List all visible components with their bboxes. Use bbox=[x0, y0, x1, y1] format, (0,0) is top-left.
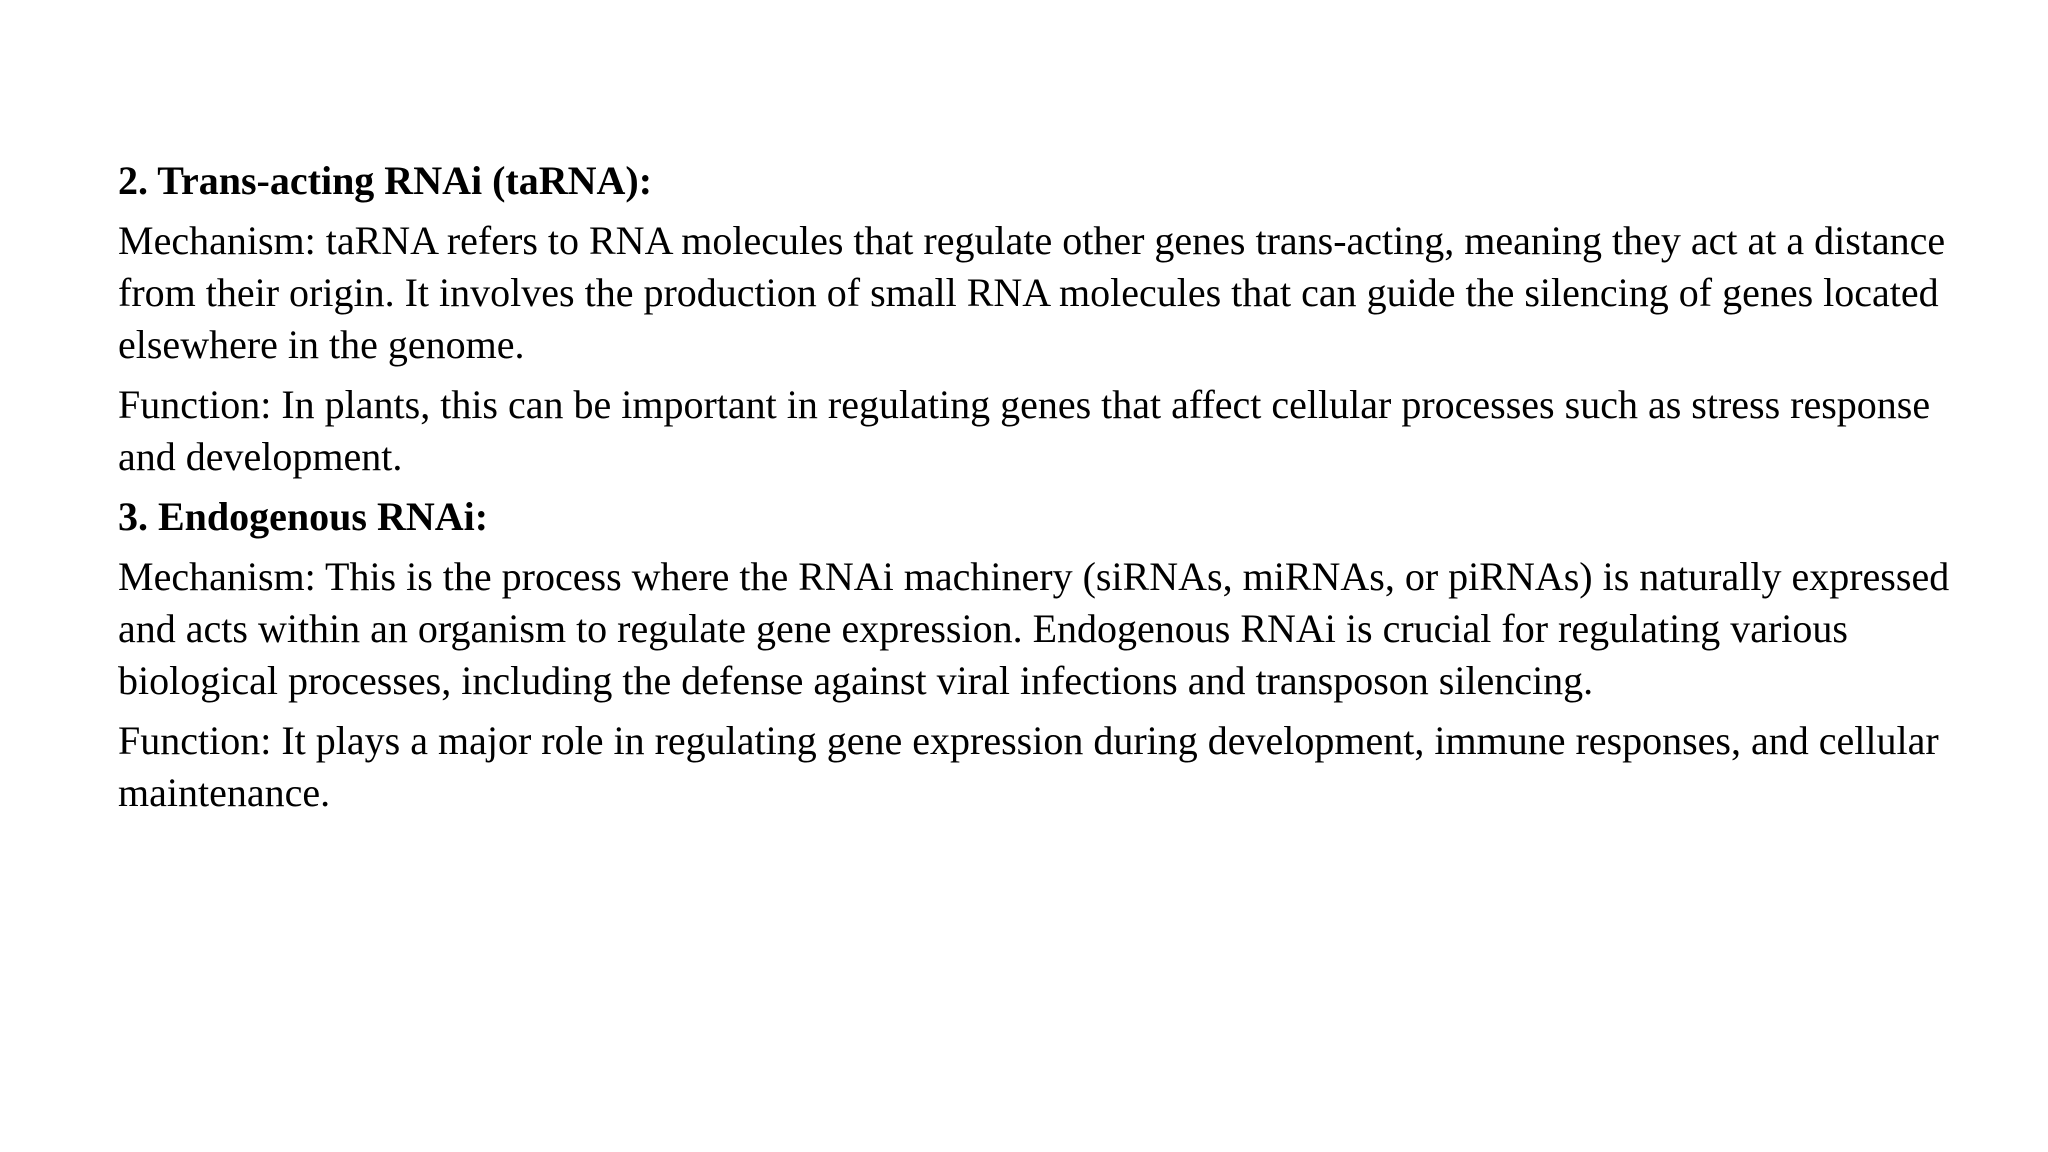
function-paragraph: Function: It plays a major role in regulating gene expression during development, immune responses, and cellular maintenance. bbox=[118, 718, 1939, 815]
section-endogenous-rnai bbox=[118, 491, 1958, 819]
section-trans-acting-rnai bbox=[118, 155, 1958, 483]
mechanism-paragraph: Mechanism: taRNA refers to RNA molecules that regulate other genes trans-acting, meaning they act at a distance from their origin. It involves the production of small RNA molecules that can guide the silencing of genes located elsewhere in the genome. bbox=[118, 218, 1946, 367]
section-heading: 3. Endogenous RNAi: bbox=[118, 494, 489, 539]
function-paragraph: Function: In plants, this can be important in regulating genes that affect cellular processes such as stress response and development. bbox=[118, 382, 1931, 479]
mechanism-paragraph: Mechanism: This is the process where the RNAi machinery (siRNAs, miRNAs, or piRNAs) is naturally expressed and acts within an organism to regulate gene expression. Endogenous RNAi is crucial for regulating various biological processes, including the defense against viral infections and transposon silencing. bbox=[118, 554, 1950, 703]
section-heading: 2. Trans-acting RNAi (taRNA): bbox=[118, 158, 653, 203]
slide-content bbox=[118, 155, 1958, 827]
